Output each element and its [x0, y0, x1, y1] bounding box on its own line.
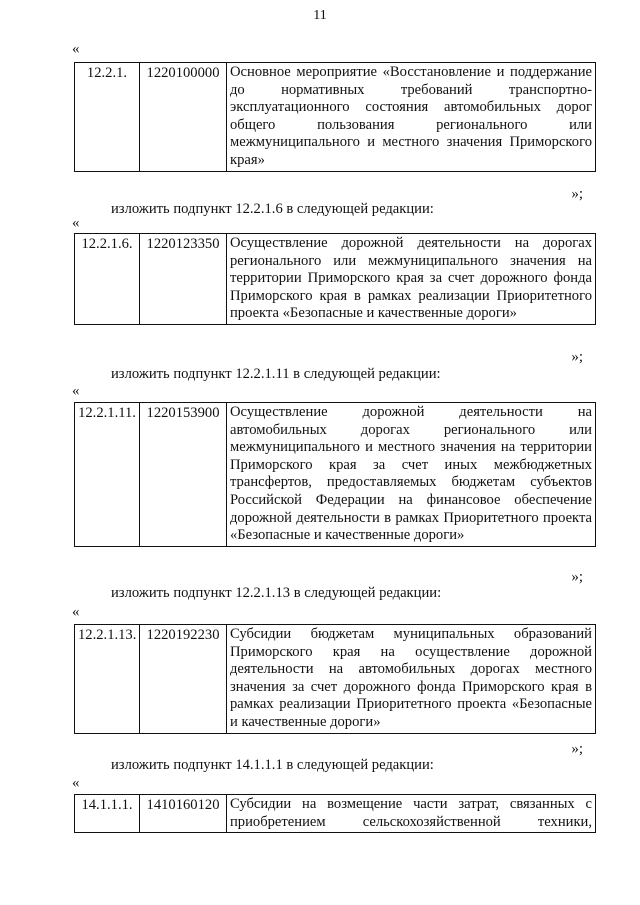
item-code: 12.2.1.6.	[75, 234, 140, 325]
table-row	[74, 624, 596, 734]
item-code: 14.1.1.1.	[75, 795, 140, 833]
quote-open: «	[72, 775, 80, 791]
quote-close: »;	[571, 741, 583, 757]
quote-close: »;	[571, 186, 583, 202]
quote-close: »;	[571, 349, 583, 365]
budget-code: 1220153900	[140, 403, 227, 547]
table-row	[74, 62, 596, 172]
table-row	[74, 402, 596, 547]
quote-open: «	[72, 41, 80, 57]
item-description: Субсидии на возмещение части затрат, связанных с приобретением сельскохозяйственной техники,	[227, 795, 596, 833]
budget-code: 1220192230	[140, 625, 227, 734]
instruction-text: изложить подпункт 12.2.1.11 в следующей редакции:	[111, 366, 441, 382]
item-description: Субсидии бюджетам муниципальных образований Приморского края на осуществление дорожной деятельности на автомобильных дорогах местного значения за счет дорожного фонда Приморского края в рамках реализации Приоритетного проекта «Безопасные и качественные дороги»	[227, 625, 596, 734]
instruction-text: изложить подпункт 12.2.1.6 в следующей редакции:	[111, 201, 434, 217]
table-row	[74, 794, 596, 833]
quote-close: »;	[571, 569, 583, 585]
budget-code: 1220100000	[140, 63, 227, 172]
item-description: Осуществление дорожной деятельности на автомобильных дорогах регионального или межмуниципального и местного значения на территории Приморского края за счет иных межбюджетных трансфертов, предоставляемых бюджетам субъектов Российской Федерации на финансовое обеспечение дорожной деятельности в рамках Приоритетного проекта «Безопасные и качественные дороги»	[227, 403, 596, 547]
table-row	[74, 233, 596, 325]
quote-open: «	[72, 604, 80, 620]
item-description: Основное мероприятие «Восстановление и поддержание до нормативных требований транспортно-эксплуатационного состояния автомобильных дорог общего пользования регионального или межмуниципального и местного значения Приморского края»	[227, 63, 596, 172]
instruction-text: изложить подпункт 12.2.1.13 в следующей редакции:	[111, 585, 442, 601]
item-code: 12.2.1.13.	[75, 625, 140, 734]
instruction-text: изложить подпункт 14.1.1.1 в следующей редакции:	[111, 757, 434, 773]
item-description: Осуществление дорожной деятельности на дорогах регионального или межмуниципального значения на территории Приморского края за счет дорожного фонда Приморского края в рамках реализации Приоритетного проекта «Безопасные и качественные дороги»	[227, 234, 596, 325]
budget-code: 1220123350	[140, 234, 227, 325]
quote-open: «	[72, 383, 80, 399]
item-code: 12.2.1.11.	[75, 403, 140, 547]
budget-code: 1410160120	[140, 795, 227, 833]
item-code: 12.2.1.	[75, 63, 140, 172]
page-number: 11	[313, 8, 327, 23]
quote-open: «	[72, 215, 80, 231]
